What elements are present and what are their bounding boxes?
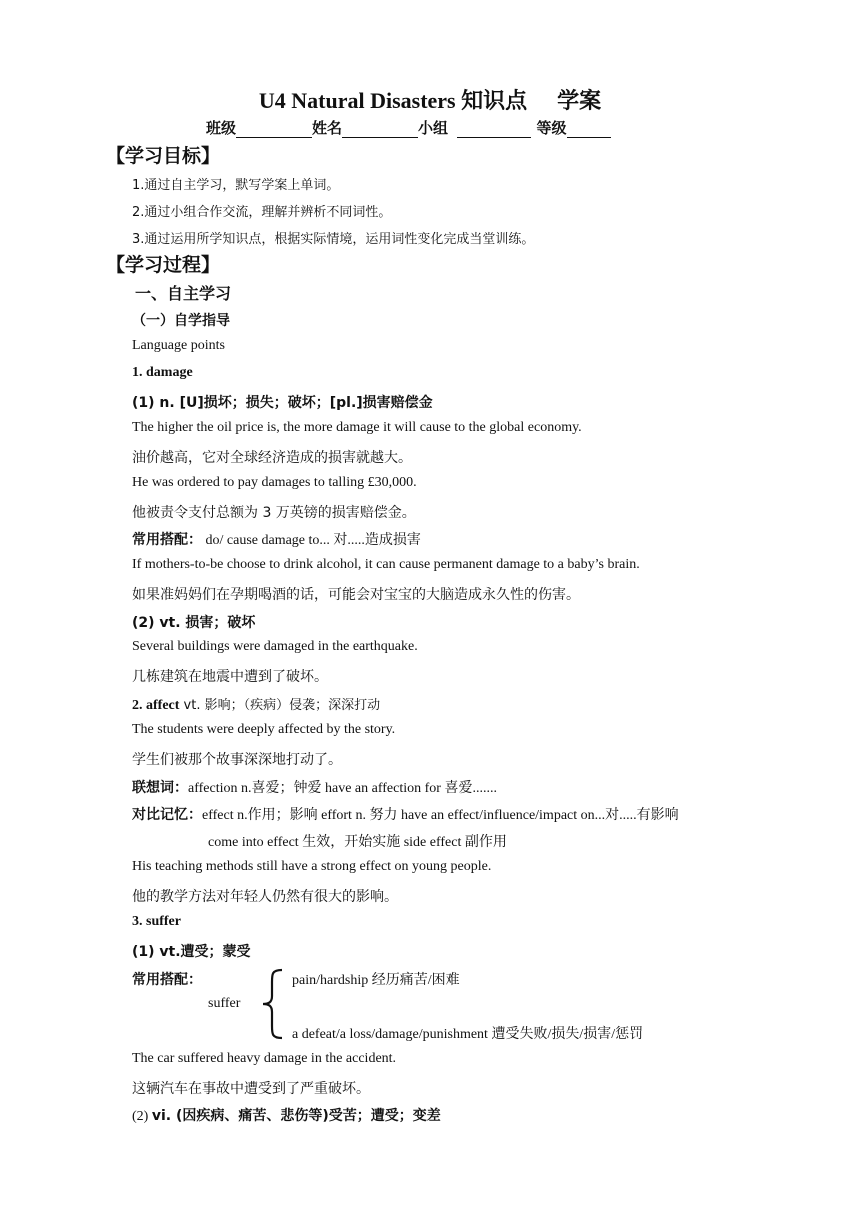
curly-brace-icon xyxy=(260,968,284,1040)
process-heading: 【学习过程】 xyxy=(106,254,221,276)
contrast-text-1: effect n.作用；影响 effort n. 努力 have an effect/influence/impact on...对.....有影响 xyxy=(202,808,679,823)
name-label: 姓名 xyxy=(312,119,343,137)
title-chinese: 学案 xyxy=(557,88,602,113)
name-blank xyxy=(342,122,418,138)
example-cn: 学生们被那个故事深深地打动了。 xyxy=(132,752,342,768)
suffer-option-2: a defeat/a loss/damage/punishment 遭受失败/损失/损害/惩罚 xyxy=(292,1027,644,1042)
affect-definition: vt. 影响；（疾病）侵袭；深深打动 xyxy=(179,698,381,713)
example-cn: 油价越高，它对全球经济造成的损害就越大。 xyxy=(132,450,412,466)
damage-sense-1: (1) n. [U]损坏；损失；破坏；[pl.]损害赔偿金 xyxy=(132,395,433,411)
goals-heading: 【学习目标】 xyxy=(106,145,221,167)
contrast-text-2: come into effect 生效，开始实施 side effect 副作用 xyxy=(208,835,507,850)
collocation-label: 常用搭配： xyxy=(132,972,202,988)
example-en: The car suffered heavy damage in the accident. xyxy=(132,1051,397,1066)
example-cn: 他被责令支付总额为 3 万英镑的损害赔偿金。 xyxy=(132,505,416,521)
contrast-label: 对比记忆： xyxy=(132,807,202,823)
class-blank xyxy=(236,122,312,138)
example-en: He was ordered to pay damages to talling £30,000. xyxy=(132,475,417,490)
contrast-line xyxy=(132,804,679,824)
sense-number: (2) xyxy=(132,1109,152,1124)
damage-sense-2: (2) vt. 损害；破坏 xyxy=(132,615,256,631)
suffer-sense-2-line xyxy=(132,1105,441,1125)
grade-label: 等级 xyxy=(536,119,567,137)
example-en: Several buildings were damaged in the earthquake. xyxy=(132,639,418,654)
word-heading-suffer: 3. suffer xyxy=(132,914,181,929)
example-en: His teaching methods still have a strong effect on young people. xyxy=(132,859,492,874)
goal-item: 1.通过自主学习，默写学案上单词。 xyxy=(132,178,340,193)
example-en: The higher the oil price is, the more damage it will cause to the global economy. xyxy=(132,420,582,435)
title-english: U4 Natural Disasters 知识点 xyxy=(258,88,528,113)
suffer-sense-2: vi. (因疾病、痛苦、悲伤等)受苦；遭受；变差 xyxy=(151,1108,441,1124)
example-en: The students were deeply affected by the story. xyxy=(132,722,396,737)
language-points-label: Language points xyxy=(132,338,225,353)
association-label: 联想词： xyxy=(132,780,188,796)
example-cn: 几栋建筑在地震中遭到了破坏。 xyxy=(132,669,328,685)
suffer-sense-1: (1) vt.遭受；蒙受 xyxy=(132,944,251,960)
collocation-line xyxy=(132,529,421,549)
association-text: affection n.喜爱；钟爱 have an affection for 喜爱....... xyxy=(188,781,497,796)
self-study-heading: 一、自主学习 xyxy=(135,284,232,303)
word-heading-affect-line xyxy=(132,694,380,714)
example-cn: 如果准妈妈们在孕期喝酒的话，可能会对宝宝的大脑造成永久性的伤害。 xyxy=(132,587,580,603)
association-line xyxy=(132,777,497,797)
grade-blank xyxy=(567,122,611,138)
example-en: If mothers-to-be choose to drink alcohol, it can cause permanent damage to a baby’s brain. xyxy=(132,557,640,572)
collocation-text: do/ cause damage to... 对.....造成损害 xyxy=(202,533,421,548)
class-label: 班级 xyxy=(206,119,237,137)
goal-item: 2.通过小组合作交流，理解并辨析不同词性。 xyxy=(132,205,392,220)
collocation-label: 常用搭配： xyxy=(132,532,202,548)
suffer-option-1: pain/hardship 经历痛苦/困难 xyxy=(292,973,460,988)
word-heading-affect: 2. affect xyxy=(132,698,180,713)
word-heading-damage: 1. damage xyxy=(132,365,193,380)
page-title xyxy=(0,84,860,115)
example-cn: 这辆汽车在事故中遭受到了严重破坏。 xyxy=(132,1081,370,1097)
example-cn: 他的教学方法对年轻人仍然有很大的影响。 xyxy=(132,889,398,905)
self-study-guide: （一）自学指导 xyxy=(132,313,230,329)
goal-item: 3.通过运用所学知识点，根据实际情境，运用词性变化完成当堂训练。 xyxy=(132,232,535,247)
suffer-verb: suffer xyxy=(208,996,241,1011)
group-label: 小组 xyxy=(418,119,449,137)
group-blank xyxy=(457,122,531,138)
student-info-line xyxy=(206,117,611,138)
